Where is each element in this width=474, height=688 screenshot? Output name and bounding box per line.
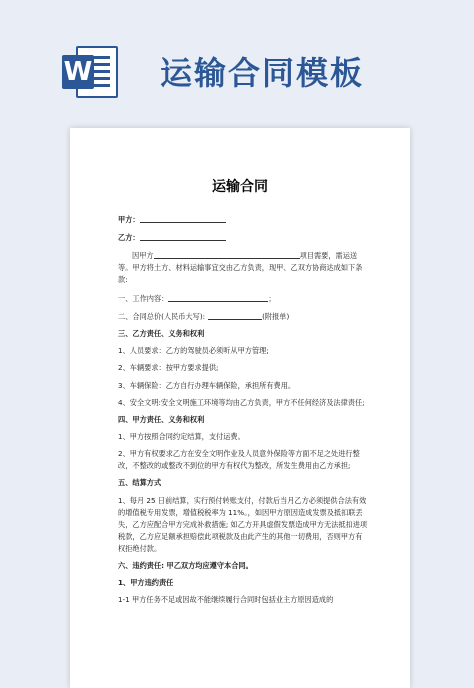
- document-page: [70, 128, 410, 688]
- party-a-line: [118, 214, 368, 225]
- section-3-item: 4、安全文明:安全文明施工环境等均由乙方负责，甲方不任何经济及法律责任;: [118, 397, 365, 407]
- punctuation: ；: [268, 293, 276, 303]
- header-banner: [0, 0, 474, 112]
- section-4-item-cont: 改，不整改的或整改不到位的甲方有权代为整改，所发生费用由乙方承担;: [118, 461, 351, 471]
- total-price-line: [118, 311, 368, 322]
- section-5-item: 1、每月 25 日前结算，实行预付转账支付，付款后当月乙方必须提供合法有效: [118, 495, 367, 505]
- document-body: [118, 214, 368, 612]
- total-price-note: (附报单): [262, 311, 290, 321]
- section-3-heading: 三、乙方责任、义务和权利: [118, 328, 205, 338]
- section-6-item: 1-1 甲方任务不足或因故不能继续履行合同时包括业主方原因造成的: [118, 595, 334, 605]
- section-5-item-cont: 的增值税专用发票，增值税税率为 11%。，如因甲方原因造成发票及抵扣联丢: [118, 507, 363, 517]
- section-3-item: 1、人员要求：乙方的驾驶员必须听从甲方管理;: [118, 346, 269, 356]
- section-5-item-cont: 权拒绝付款。: [118, 543, 162, 553]
- section-5-item-cont: 失，乙方应配合甲方完成补救措施; 如乙方开具虚假发票造成甲方无法抵扣进项: [118, 519, 368, 529]
- blank-field: [140, 232, 226, 241]
- section-5-heading: 五、结算方式: [118, 478, 162, 488]
- blank-field: [168, 293, 268, 302]
- intro-text: 因甲方: [132, 251, 154, 261]
- blank-field: [208, 311, 262, 320]
- party-a-label: 甲方：: [118, 215, 140, 224]
- party-b-label: 乙方：: [118, 233, 140, 243]
- intro-text: 项目需要，需运送: [299, 251, 358, 261]
- word-badge: W: [63, 57, 93, 87]
- section-3-item: 3、车辆保险：乙方自行办理车辆保险，承担所有费用。: [118, 380, 296, 390]
- section-4-item: 1、甲方按照合同约定结算，支付运费。: [118, 432, 245, 442]
- work-content-line: [118, 293, 368, 304]
- banner-title: 运输合同模板: [160, 54, 365, 92]
- intro-line-2: 等。甲方将土方、材料运输事宜交由乙方负责，现甲、乙双方协商达成如下条: [118, 263, 363, 273]
- intro-line-3: 款:: [118, 275, 128, 285]
- section-5-item-cont: 税款，乙方应足额承担赔偿此项税款及由此产生的其他一切费用，否则甲方有: [118, 531, 363, 541]
- blank-field: [154, 250, 300, 259]
- section-4-heading: 四、甲方责任、义务和权利: [118, 414, 205, 424]
- word-document-icon: [62, 46, 120, 98]
- work-content-label: 一、工作内容：: [118, 293, 169, 303]
- total-price-label: 二、合同总价(人民币大写):: [118, 311, 206, 321]
- section-4-item: 2、甲方有权要求乙方在安全文明作业及人员意外保险等方面不足之处进行整: [118, 449, 360, 459]
- blank-field: [140, 214, 226, 223]
- intro-line-1: [118, 250, 368, 261]
- document-title: 运输合同: [212, 179, 268, 195]
- section-6-subheading: 1、甲方违约责任: [118, 578, 174, 587]
- section-6-heading: 六、违约责任: 甲乙双方均应遵守本合同。: [118, 560, 253, 570]
- section-3-item: 2、车辆要求：按甲方要求提供;: [118, 363, 219, 373]
- party-b-line: [118, 232, 368, 243]
